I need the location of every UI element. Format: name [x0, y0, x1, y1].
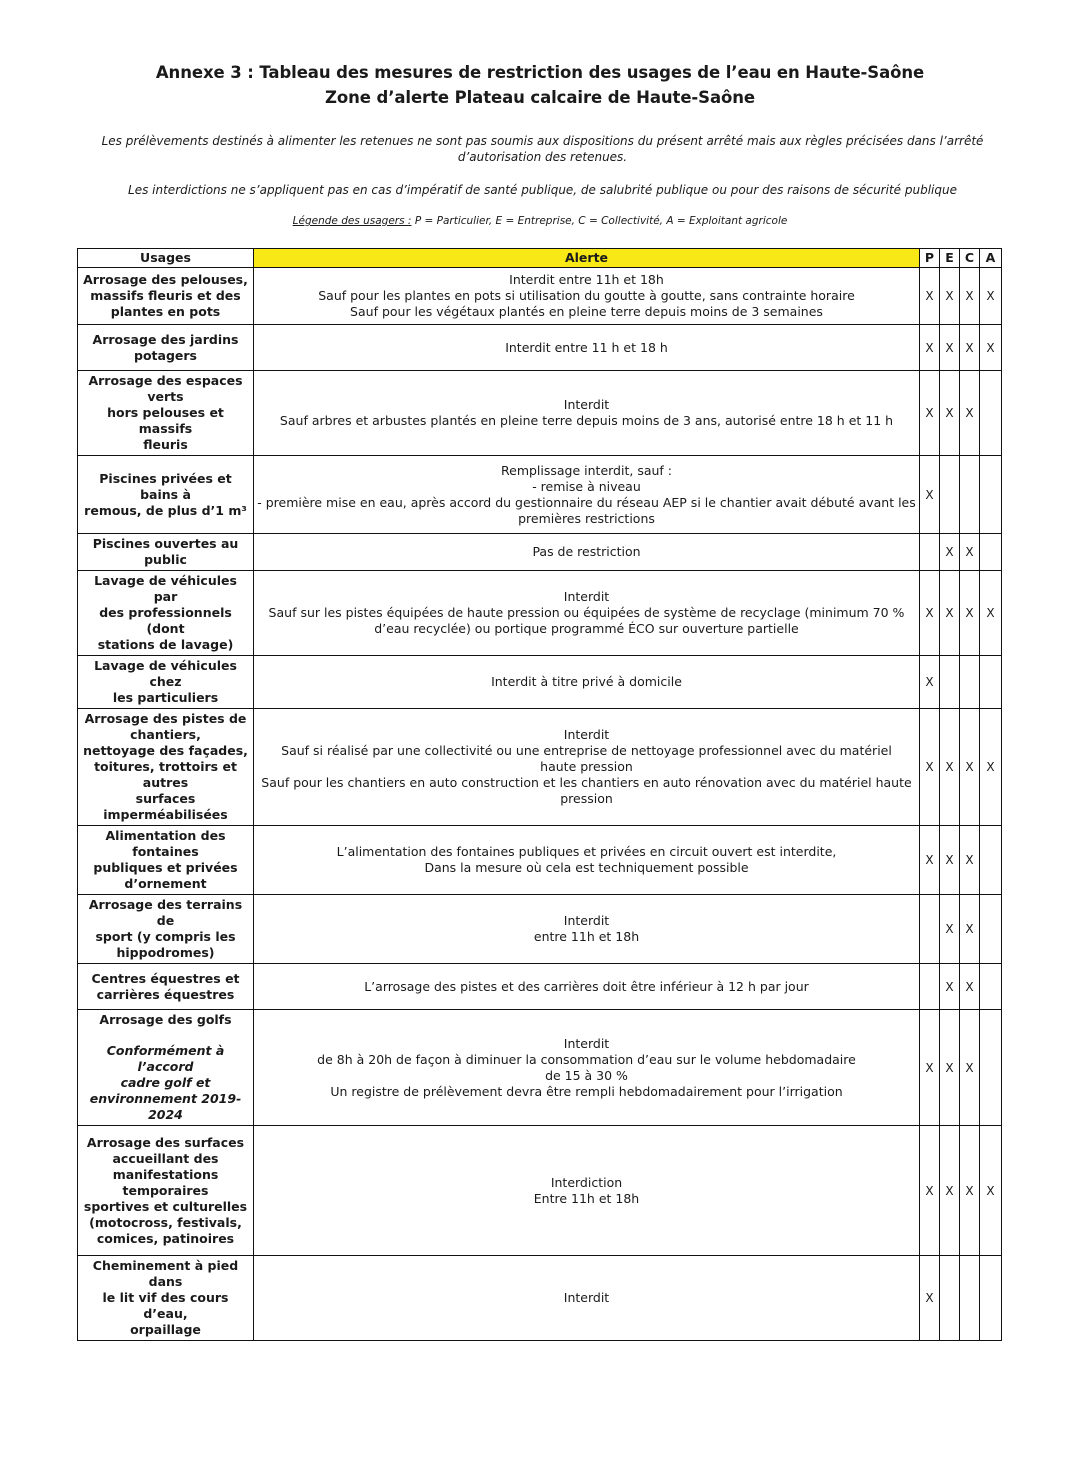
page-title: Annexe 3 : Tableau des mesures de restriction des usages de l’eau en Haute-Saône — [155, 63, 925, 82]
usager-e-mark — [940, 1256, 960, 1341]
usage-line: Arrosage des terrains de — [88, 897, 243, 928]
usage-line: Arrosage des espaces verts — [88, 373, 243, 404]
usager-e-mark: X — [940, 571, 960, 656]
usage-line: Arrosage des surfaces — [86, 1134, 245, 1150]
table-row — [78, 1126, 1002, 1256]
usage-line: Centres équestres et — [91, 970, 240, 986]
usager-c-mark: X — [960, 1126, 980, 1256]
alerte-line: Interdit entre 11 h et 18 h — [505, 339, 668, 355]
usager-a-mark: X — [980, 268, 1002, 325]
usager-c-mark: X — [960, 1010, 980, 1126]
usage-cell — [78, 964, 254, 1010]
table-row — [78, 456, 1002, 534]
usager-p-mark: X — [920, 268, 940, 325]
usage-line: massifs fleuris et des — [90, 288, 241, 303]
usager-a-mark — [980, 371, 1002, 456]
alerte-cell — [254, 656, 920, 709]
alerte-line: d’eau recyclée) ou portique programmé ÉCO sur ouverture partielle — [374, 621, 799, 636]
usage-line: Arrosage des pelouses, — [83, 272, 248, 287]
usage-line: Alimentation des fontaines — [105, 828, 226, 859]
usage-line: toitures, trottoirs et autres — [94, 759, 237, 790]
usage-note — [81, 1043, 250, 1123]
usager-a-mark: X — [980, 709, 1002, 826]
usage-line: Piscines privées et bains à — [99, 470, 232, 502]
usager-p-mark: X — [920, 709, 940, 826]
usager-p-mark: X — [920, 571, 940, 656]
alerte-line: Sauf pour les chantiers en auto construction et les chantiers en auto rénovation avec du matériel haute — [261, 775, 912, 790]
header-usages: Usages — [78, 249, 254, 268]
usage-line: chantiers, — [130, 727, 201, 742]
legend — [0, 215, 1080, 227]
usage-line: temporaires — [122, 1182, 209, 1198]
usage-cell — [78, 534, 254, 571]
table-row — [78, 1256, 1002, 1341]
usage-cell — [78, 571, 254, 656]
alerte-line: Interdit — [563, 727, 610, 742]
header-a: A — [980, 249, 1002, 268]
usage-line: Arrosage des golfs — [99, 1012, 232, 1027]
usage-cell — [78, 325, 254, 371]
legend-items: P = Particulier, E = Entreprise, C = Collectivité, A = Exploitant agricole — [414, 215, 788, 227]
alerte-line: Interdit — [563, 589, 610, 604]
usager-a-mark — [980, 964, 1002, 1010]
usager-c-mark: X — [960, 895, 980, 964]
alerte-cell — [254, 826, 920, 895]
usage-line: (motocross, festivals, — [89, 1214, 242, 1230]
usager-a-mark — [980, 456, 1002, 534]
usager-a-mark: X — [980, 325, 1002, 371]
alerte-line: - remise à niveau — [532, 478, 641, 494]
usage-line: carrières équestres — [96, 986, 235, 1002]
usager-a-mark — [980, 534, 1002, 571]
usage-line: sport (y compris les — [95, 929, 236, 944]
alerte-line: entre 11h et 18h — [533, 929, 640, 944]
usage-note-line: Conformément à l’accord — [106, 1043, 225, 1074]
usager-p-mark: X — [920, 1126, 940, 1256]
alerte-cell — [254, 895, 920, 964]
usage-line: orpaillage — [130, 1322, 201, 1337]
usage-line: Lavage de véhicules par — [94, 573, 237, 604]
usage-line: Cheminement à pied dans — [92, 1258, 239, 1289]
alerte-line: Interdit — [563, 1035, 610, 1051]
usager-e-mark: X — [940, 709, 960, 826]
usager-p-mark: X — [920, 1010, 940, 1126]
usage-cell — [78, 1126, 254, 1256]
usager-c-mark: X — [960, 964, 980, 1010]
usager-e-mark: X — [940, 371, 960, 456]
alerte-cell — [254, 709, 920, 826]
alerte-line: Sauf pour les plantes en pots si utilisation du goutte à goutte, sans contrainte horaire — [318, 288, 855, 303]
usage-line: imperméabilisées — [103, 807, 228, 822]
note-retenues: Les prélèvements destinés à alimenter les retenues ne sont pas soumis aux dispositions du présent arrêté mais aux règles précisées dans l’arrêté d’autorisation des retenues. — [101, 134, 984, 164]
usage-line: sportives et culturelles — [83, 1198, 248, 1214]
usage-cell — [78, 268, 254, 325]
alerte-line: Interdiction — [550, 1174, 623, 1190]
usager-e-mark — [940, 656, 960, 709]
alerte-line: Dans la mesure où cela est techniquement possible — [424, 860, 749, 875]
page-subtitle: Zone d’alerte Plateau calcaire de Haute-Saône — [325, 88, 755, 107]
usager-e-mark: X — [940, 895, 960, 964]
usager-c-mark — [960, 656, 980, 709]
usage-line: accueillant des — [112, 1150, 219, 1166]
usage-cell — [78, 1256, 254, 1341]
table-row — [78, 826, 1002, 895]
table-row — [78, 571, 1002, 656]
alerte-line: L’arrosage des pistes et des carrières doit être inférieur à 12 h par jour — [364, 978, 809, 994]
usager-a-mark: X — [980, 571, 1002, 656]
usage-cell — [78, 456, 254, 534]
usager-p-mark: X — [920, 656, 940, 709]
usager-e-mark: X — [940, 1126, 960, 1256]
usage-line: d’ornement — [124, 876, 207, 891]
legend-label: Légende des usagers : — [292, 215, 412, 227]
alerte-line: haute pression — [540, 759, 633, 774]
usager-e-mark: X — [940, 964, 960, 1010]
alerte-line: Sauf si réalisé par une collectivité ou une entreprise de nettoyage professionnel avec du matériel — [281, 743, 892, 758]
usage-line: plantes en pots — [110, 304, 221, 319]
usager-p-mark: X — [920, 826, 940, 895]
usager-p-mark — [920, 534, 940, 571]
alerte-cell — [254, 1010, 920, 1126]
table-row — [78, 1010, 1002, 1126]
header-e: E — [940, 249, 960, 268]
usage-line: surfaces — [135, 791, 196, 806]
alerte-line: Sauf pour les végétaux plantés en pleine terre depuis moins de 3 semaines — [350, 304, 823, 319]
usager-c-mark: X — [960, 325, 980, 371]
usage-cell — [78, 826, 254, 895]
table-row — [78, 964, 1002, 1010]
alerte-line: Interdit entre 11h et 18h — [509, 272, 664, 287]
usager-c-mark: X — [960, 826, 980, 895]
usager-a-mark — [980, 656, 1002, 709]
usage-line: stations de lavage) — [97, 637, 234, 652]
usager-e-mark: X — [940, 325, 960, 371]
alerte-line: premières restrictions — [518, 510, 655, 526]
alerte-line: Interdit — [563, 1290, 610, 1305]
alerte-cell — [254, 1256, 920, 1341]
table-header-row — [78, 249, 1002, 268]
usage-line: fleuris — [143, 437, 188, 452]
usage-line: hippodromes) — [116, 945, 215, 960]
table-row — [78, 534, 1002, 571]
alerte-line: Entre 11h et 18h — [533, 1190, 640, 1206]
usager-c-mark: X — [960, 371, 980, 456]
usage-cell — [78, 656, 254, 709]
alerte-line: de 15 à 30 % — [545, 1067, 628, 1083]
alerte-cell — [254, 268, 920, 325]
usager-p-mark: X — [920, 371, 940, 456]
table-row — [78, 895, 1002, 964]
usager-p-mark — [920, 895, 940, 964]
usager-a-mark — [980, 826, 1002, 895]
usage-cell — [78, 709, 254, 826]
usager-a-mark — [980, 895, 1002, 964]
usager-e-mark: X — [940, 534, 960, 571]
usager-p-mark: X — [920, 456, 940, 534]
alerte-line: pression — [560, 791, 613, 806]
table-row — [78, 325, 1002, 371]
alerte-cell — [254, 456, 920, 534]
usage-note-line: cadre golf et — [120, 1075, 211, 1090]
usager-p-mark — [920, 964, 940, 1010]
usage-cell — [78, 1010, 254, 1126]
alerte-line: Un registre de prélèvement devra être rempli hebdomadairement pour l’irrigation — [330, 1083, 843, 1099]
alerte-line: L’alimentation des fontaines publiques et privées en circuit ouvert est interdite, — [336, 844, 837, 859]
usager-a-mark: X — [980, 1126, 1002, 1256]
usager-c-mark: X — [960, 534, 980, 571]
alerte-line: Interdit à titre privé à domicile — [491, 674, 682, 689]
usage-line: des professionnels (dont — [99, 605, 232, 636]
header-c: C — [960, 249, 980, 268]
header-p: P — [920, 249, 940, 268]
usage-cell — [78, 895, 254, 964]
usager-p-mark: X — [920, 325, 940, 371]
alerte-cell — [254, 534, 920, 571]
usager-e-mark: X — [940, 268, 960, 325]
alerte-cell — [254, 371, 920, 456]
usager-e-mark — [940, 456, 960, 534]
usage-line: nettoyage des façades, — [83, 743, 248, 758]
alerte-line: Sauf arbres et arbustes plantés en pleine terre depuis moins de 3 ans, autorisé entre 18 h et 11 h — [279, 413, 894, 428]
usage-line: Piscines ouvertes au public — [92, 536, 239, 567]
usager-a-mark — [980, 1256, 1002, 1341]
alerte-cell — [254, 1126, 920, 1256]
usage-note-line: environnement 2019-2024 — [89, 1091, 242, 1122]
usage-line: manifestations — [112, 1166, 219, 1182]
alerte-cell — [254, 964, 920, 1010]
usage-line: Arrosage des pistes de — [84, 711, 247, 726]
alerte-line: Interdit — [563, 397, 610, 412]
usage-line: potagers — [134, 347, 197, 363]
usage-line: hors pelouses et massifs — [107, 405, 224, 436]
usager-p-mark: X — [920, 1256, 940, 1341]
usager-c-mark: X — [960, 709, 980, 826]
usager-c-mark: X — [960, 268, 980, 325]
alerte-line: Pas de restriction — [532, 544, 641, 559]
usage-cell — [78, 371, 254, 456]
table-body — [78, 268, 1002, 1341]
usager-a-mark — [980, 1010, 1002, 1126]
alerte-cell — [254, 325, 920, 371]
restriction-table — [77, 248, 1002, 1341]
usage-line: le lit vif des cours d’eau, — [102, 1290, 229, 1321]
alerte-line: Remplissage interdit, sauf : — [501, 462, 672, 478]
usage-line: comices, patinoires — [96, 1230, 235, 1246]
table-row — [78, 268, 1002, 325]
alerte-cell — [254, 571, 920, 656]
alerte-line: Interdit — [563, 913, 610, 928]
usager-e-mark: X — [940, 1010, 960, 1126]
usager-c-mark — [960, 1256, 980, 1341]
usage-line: Arrosage des jardins — [92, 331, 239, 347]
alerte-line: Sauf sur les pistes équipées de haute pression ou équipées de système de recyclage (minimum 70 % — [268, 605, 905, 620]
usager-e-mark: X — [940, 826, 960, 895]
usage-line: les particuliers — [112, 690, 219, 705]
usage-line: remous, de plus d’1 m³ — [84, 502, 247, 518]
usager-c-mark: X — [960, 571, 980, 656]
table-row — [78, 371, 1002, 456]
header-alerte: Alerte — [254, 249, 920, 268]
usage-line: publiques et privées — [93, 860, 238, 875]
note-interdictions: Les interdictions ne s’appliquent pas en cas d’impératif de santé publique, de salubrité publique ou pour des raisons de sécurité publique — [128, 183, 957, 197]
usager-c-mark — [960, 456, 980, 534]
usage-line: Lavage de véhicules chez — [94, 658, 237, 689]
table-row — [78, 709, 1002, 826]
alerte-line: - première mise en eau, après accord du gestionnaire du réseau AEP si le chantier avait débuté avant les — [257, 494, 916, 510]
alerte-line: de 8h à 20h de façon à diminuer la consommation d’eau sur le volume hebdomadaire — [317, 1051, 856, 1067]
table-row — [78, 656, 1002, 709]
